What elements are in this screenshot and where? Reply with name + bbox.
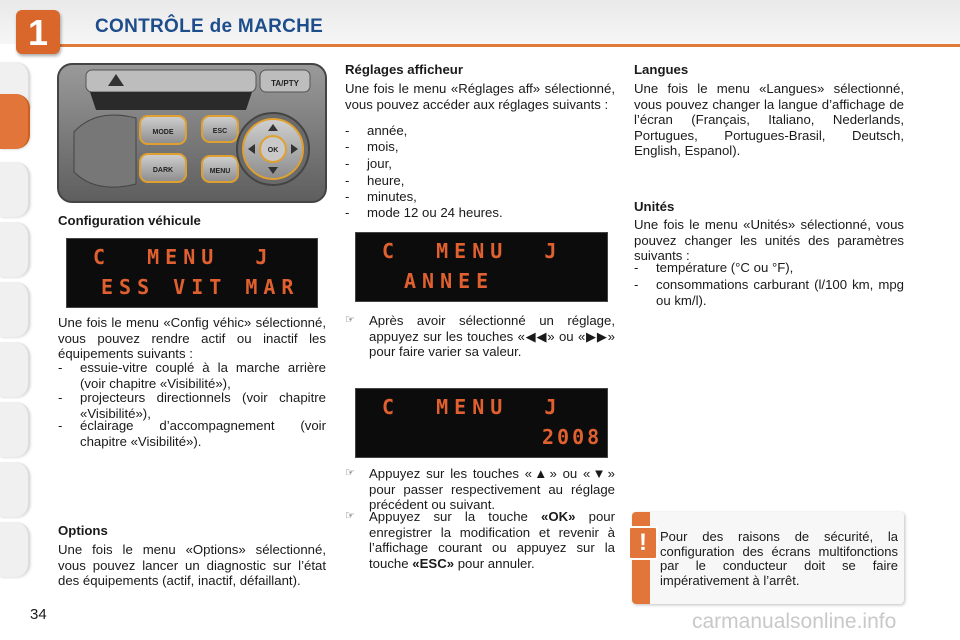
- list-item-text: jour,: [367, 156, 392, 171]
- header-rule: [56, 44, 960, 47]
- list-item: - projecteurs directionnels (voir chapitre «Visibilité»),: [58, 390, 326, 421]
- hand-pointer-icon: ☞: [345, 467, 355, 479]
- lcd-line-1: C MENU J: [382, 239, 563, 263]
- list-item: - mode 12 ou 24 heures.: [345, 205, 615, 221]
- section-heading-display-settings: Réglages afficheur: [345, 62, 463, 77]
- list-item-text: température (°C ou °F),: [656, 260, 794, 275]
- chapter-tab[interactable]: [0, 342, 30, 397]
- lcd-line-2: 2008: [542, 425, 603, 449]
- page-number: 34: [30, 606, 47, 623]
- list-item: - année,: [345, 123, 615, 139]
- section-heading-languages: Langues: [634, 62, 689, 77]
- section-heading-options: Options: [58, 523, 108, 538]
- list-item-text: heure,: [367, 173, 405, 188]
- units-intro: Une fois le menu «Unités» sélectionné, vous pouvez changer les unités des paramètres suivants :: [634, 217, 904, 263]
- menu-button: MENU: [209, 168, 231, 175]
- list-item: - essuie-vitre couplé à la marche arrière (voir chapitre «Visibilité»),: [58, 360, 326, 391]
- watermark: carmanualsonline.info: [692, 610, 897, 633]
- lcd-line-1: C MENU J: [93, 245, 274, 269]
- lcd-line-1: C MENU J: [382, 395, 563, 419]
- fast-forward-icon: ▶▶: [585, 328, 608, 344]
- dark-button: DARK: [152, 167, 174, 174]
- list-item-text: année,: [367, 123, 408, 138]
- control-panel-illustration: [56, 62, 328, 204]
- languages-text: Une fois le menu «Langues» sélectionné, vous pouvez changer la langue d’affichage de l’écran (Français, Italiano, Nederlands, Portugues, Portugues-Brasil, Deutsch, English, Espanol).: [634, 81, 904, 158]
- chapter-tab-active[interactable]: [0, 94, 30, 149]
- mode-button: MODE: [152, 129, 174, 136]
- tip-adjust-value: ☞ Après avoir sélectionné un réglage, appuyez sur les touches «◀◀» ou «▶▶» pour faire varier sa valeur.: [345, 313, 615, 359]
- list-item-text: mois,: [367, 139, 399, 154]
- hand-pointer-icon: ☞: [345, 314, 355, 326]
- config-intro: Une fois le menu «Config véhic» sélectionné, vous pouvez rendre actif ou inactif les équipements suivants :: [58, 315, 326, 361]
- chapter-badge: [16, 10, 60, 54]
- esc-button: ESC: [212, 128, 228, 135]
- chapter-tab[interactable]: [0, 522, 30, 577]
- down-triangle-icon: ▼: [590, 466, 608, 481]
- list-item-text: essuie-vitre couplé à la marche arrière (voir chapitre «Visibilité»),: [80, 360, 326, 391]
- lcd-line-2: ANNEE: [404, 269, 495, 293]
- tip-prev-next: ☞ Appuyez sur les touches «▲» ou «▼» pour passer respectivement au réglage précédent ou suivant.: [345, 466, 615, 512]
- ta-pty-label: TA/PTY: [271, 79, 299, 88]
- list-item-text: minutes,: [367, 189, 417, 204]
- options-text: Une fois le menu «Options» sélectionné, vous pouvez lancer un diagnostic sur l’état des équipements (actif, inactif, défaillant).: [58, 542, 326, 588]
- chapter-tab[interactable]: [0, 162, 30, 217]
- safety-warning-box: [632, 512, 904, 604]
- hand-pointer-icon: ☞: [345, 510, 355, 522]
- ok-button: OK: [267, 147, 279, 154]
- section-heading-units: Unités: [634, 199, 675, 214]
- list-item: - température (°C ou °F),: [634, 260, 904, 276]
- section-heading-vehicle-config: Configuration véhicule: [58, 213, 201, 228]
- rewind-icon: ◀◀: [524, 328, 548, 344]
- exclamation-icon: !: [628, 526, 658, 560]
- list-item: - minutes,: [345, 189, 615, 205]
- chapter-tab[interactable]: [0, 402, 30, 457]
- tip-save-cancel: ☞ Appuyez sur la touche «OK» pour enregistrer la modification et revenir à l’affichage courant ou appuyez sur la touche «ESC» pour annuler.: [345, 509, 616, 571]
- list-item: - mois,: [345, 139, 615, 155]
- chapter-tab[interactable]: [0, 282, 30, 337]
- list-item-text: mode 12 ou 24 heures.: [367, 205, 503, 220]
- display-settings-intro: Une fois le menu «Réglages aff» sélectionné, vous pouvez accéder aux réglages suivants :: [345, 81, 615, 112]
- list-item: - heure,: [345, 173, 615, 189]
- list-item: - éclairage d’accompagnement (voir chapitre «Visibilité»).: [58, 418, 326, 449]
- lcd-display-year: [355, 232, 608, 302]
- list-item: - jour,: [345, 156, 615, 172]
- lcd-line-2: ESS VIT MAR: [101, 275, 300, 299]
- list-item-text: projecteurs directionnels (voir chapitre «Visibilité»),: [80, 390, 326, 421]
- lcd-display-2008: [355, 388, 608, 458]
- lcd-display-config: [66, 238, 318, 308]
- chapter-number: 1: [27, 12, 49, 53]
- page-title: CONTRÔLE de MARCHE: [95, 16, 324, 37]
- warning-text: Pour des raisons de sécurité, la configuration des écrans multifonctions par le conducteur doit se faire impérativement à l’arrêt.: [660, 529, 898, 588]
- up-triangle-icon: ▲: [532, 466, 550, 481]
- list-item: - consommations carburant (l/100 km, mpg ou km/l).: [634, 277, 904, 308]
- list-item-text: consommations carburant (l/100 km, mpg ou km/l).: [656, 277, 904, 308]
- list-item-text: éclairage d’accompagnement (voir chapitre «Visibilité»).: [80, 418, 326, 449]
- chapter-tab[interactable]: [0, 462, 30, 517]
- chapter-tab[interactable]: [0, 222, 30, 277]
